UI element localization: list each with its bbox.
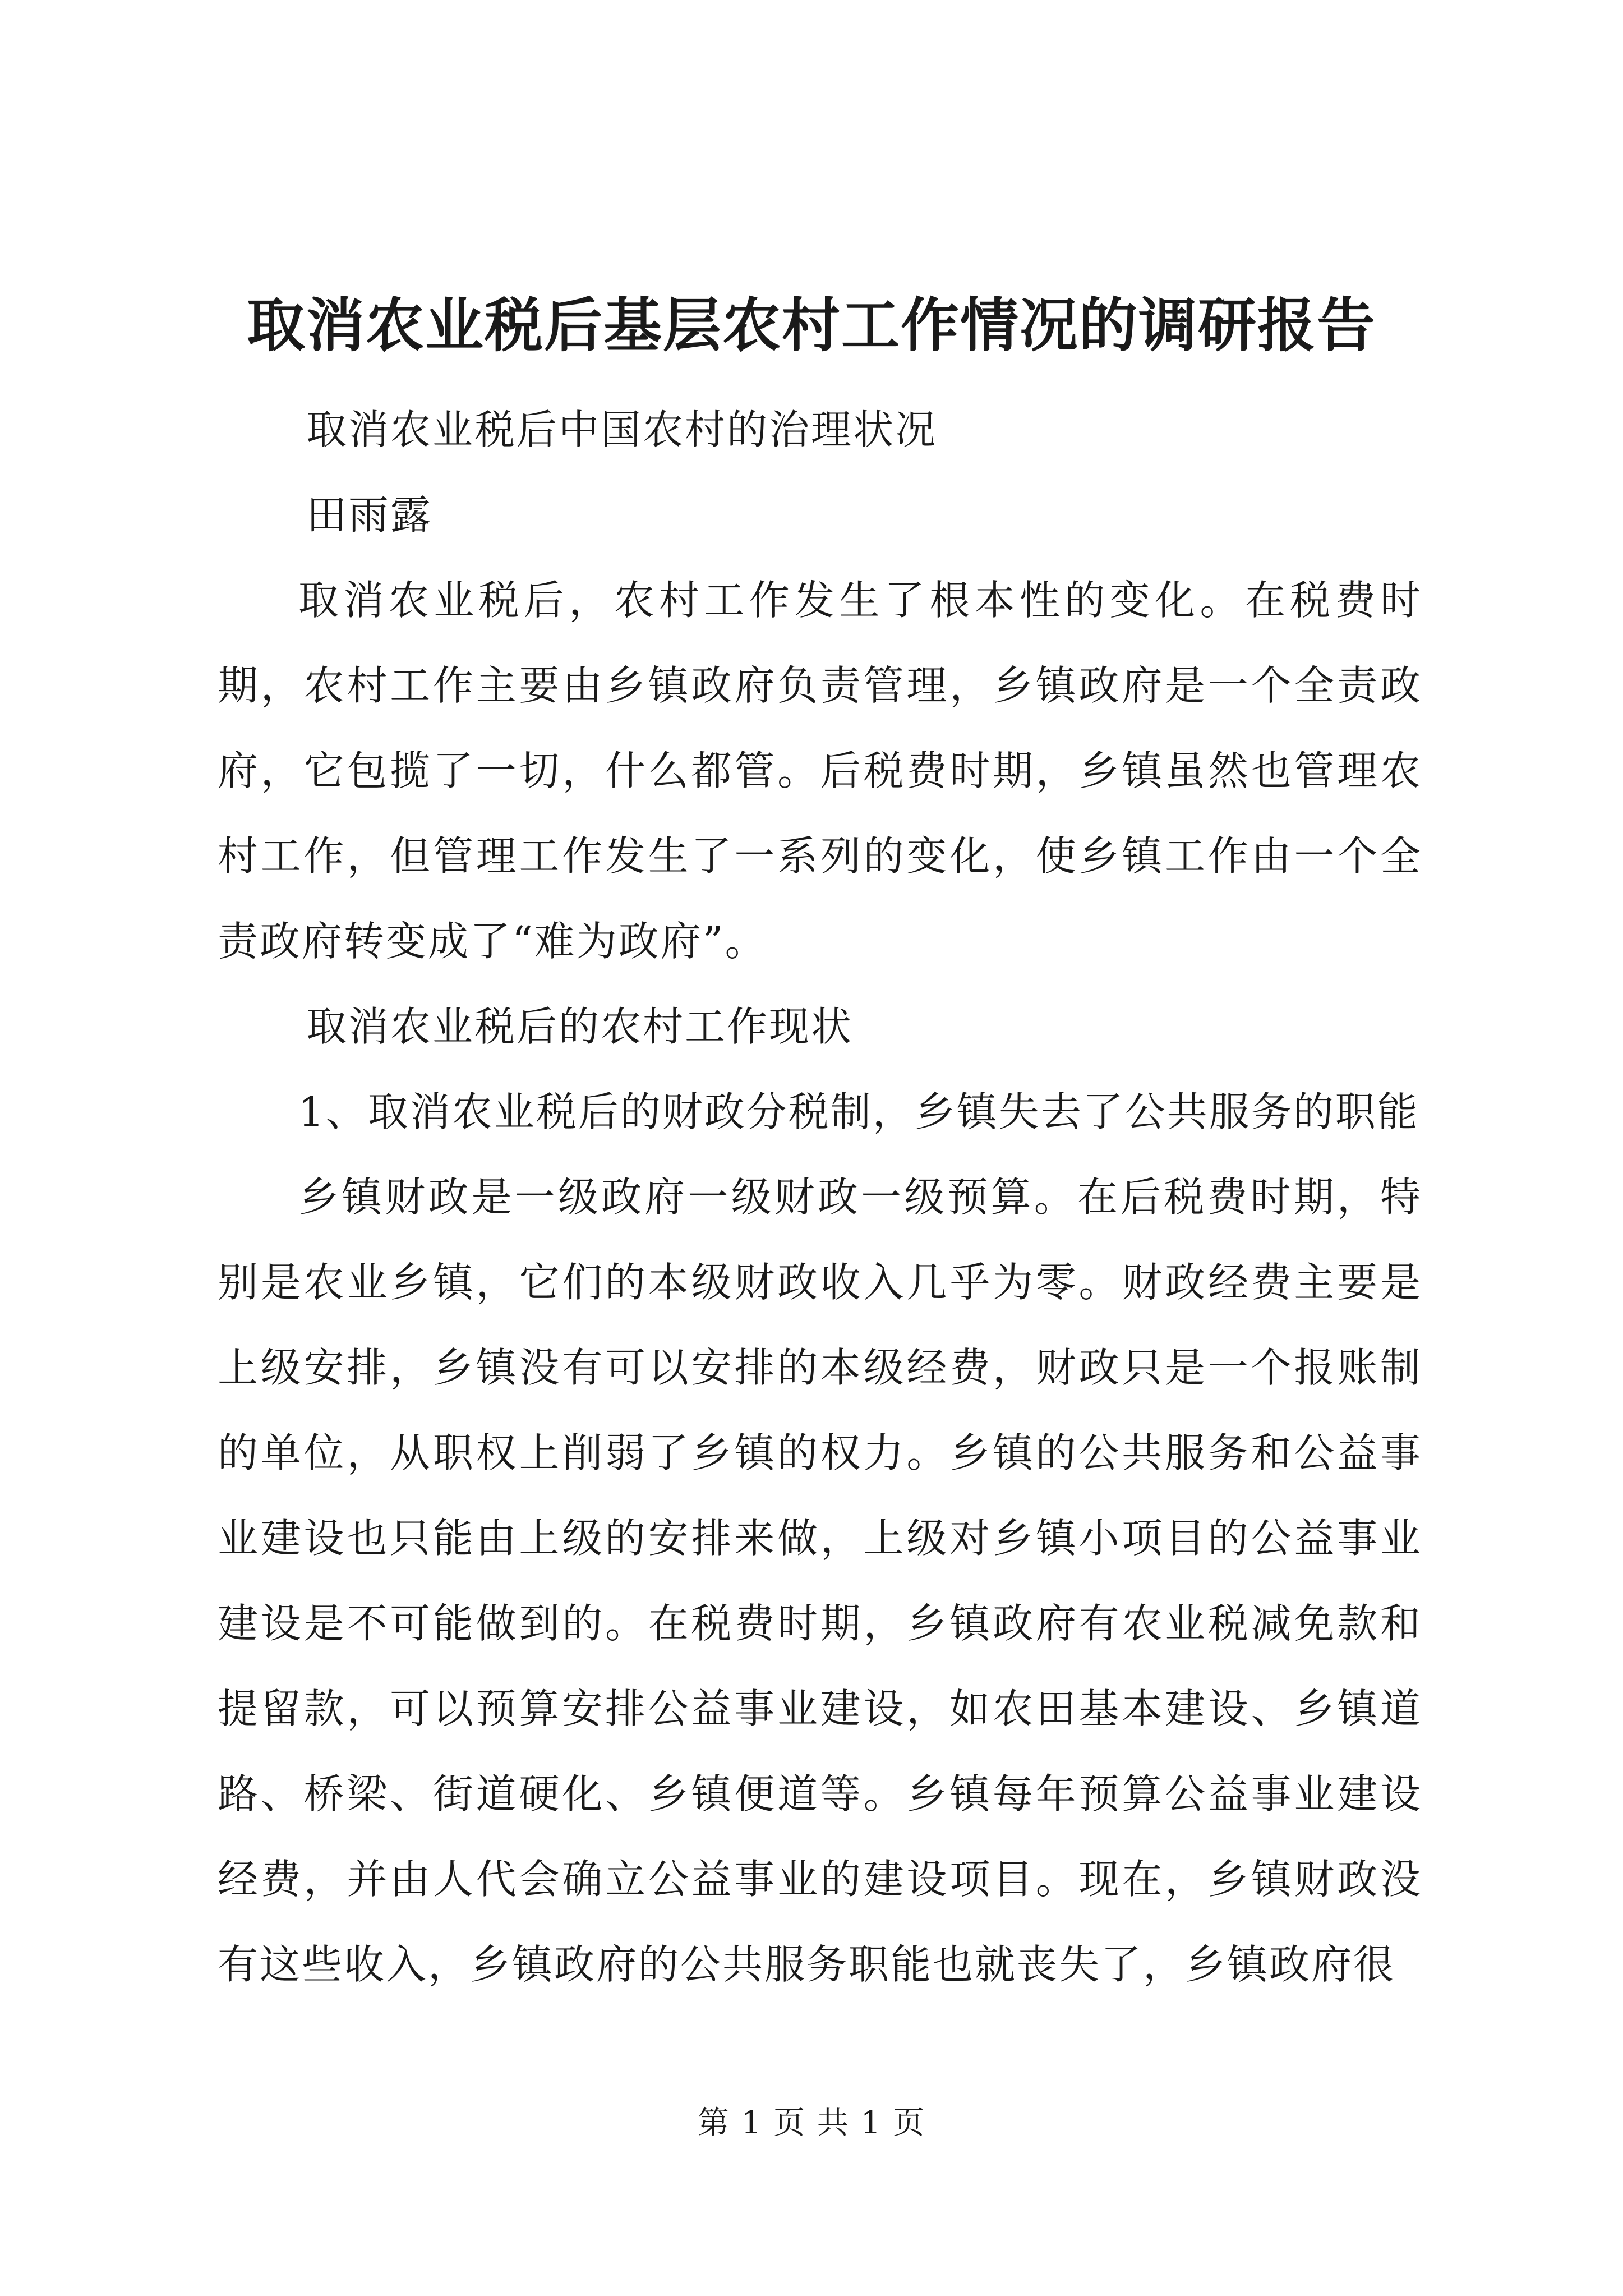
paragraph-intro: 取消农业税后，农村工作发生了根本性的变化。在税费时期，农村工作主要由乡镇政府负责管理，乡镇政府是一个全责政府，它包揽了一切，什么都管。后税费时期，乡镇虽然也管理农村工作，但管理工作发生了一系列的变化，使乡镇工作由一个全责政府转变成了“难为政府”。	[218, 577, 1422, 965]
document-author: 田雨露	[306, 491, 433, 539]
document-title: 取消农业税后基层农村工作情况的调研报告	[246, 291, 1376, 360]
document-subtitle: 取消农业税后中国农村的治理状况	[306, 406, 938, 453]
document-body	[218, 387, 1422, 2007]
page-footer: 第 1 页 共 1 页	[697, 2105, 926, 2141]
paragraph-finance: 乡镇财政是一级政府一级财政一级预算。在后税费时期，特别是农业乡镇，它们的本级财政收入几乎为零。财政经费主要是上级安排，乡镇没有可以安排的本级经费，财政只是一个报账制的单位，从职权上削弱了乡镇的权力。乡镇的公共服务和公益事业建设也只能由上级的安排来做，上级对乡镇小项目的公益事业建设是不可能做到的。在税费时期，乡镇政府有农业税减免款和提留款，可以预算安排公益事业建设，如农田基本建设、乡镇道路、桥梁、街道硬化、乡镇便道等。乡镇每年预算公益事业建设经费，并由人代会确立公益事业的建设项目。现在，乡镇财政没有这些收入，乡镇政府的公共服务职能也就丧失了，乡镇政府很	[218, 1174, 1422, 1988]
section-heading: 取消农业税后的农村工作现状	[306, 1003, 854, 1050]
subsection-heading: 1、取消农业税后的财政分税制，乡镇失去了公共服务的职能	[298, 1088, 1419, 1135]
